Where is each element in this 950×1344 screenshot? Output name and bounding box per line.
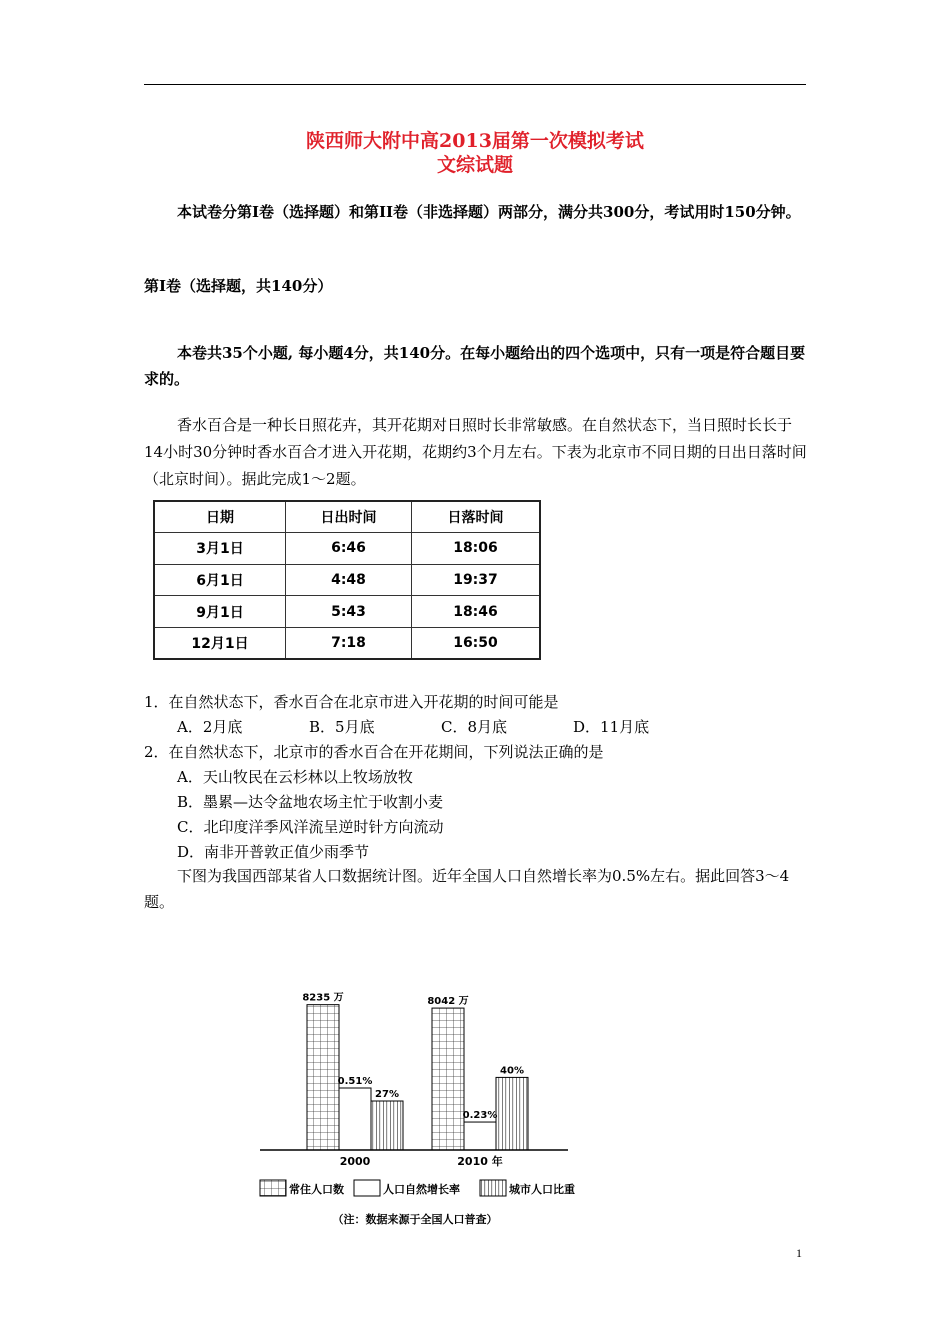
table-row	[154, 627, 540, 659]
question-1-options	[177, 715, 705, 740]
population-bar-chart	[250, 985, 590, 1235]
bar-data-label: 8235 万	[302, 992, 344, 1004]
exam-subtitle: 文综试题	[436, 154, 513, 176]
q2-option-a: A．天山牧民在云杉林以上牧场放牧	[177, 768, 413, 786]
exam-title: 陕西师大附中高2013届第一次模拟考试	[306, 130, 644, 152]
bar-data-label: 8042 万	[427, 996, 469, 1008]
table-cell: 6月1日	[154, 564, 286, 596]
section-title: 第Ⅰ卷（选择题，共140分）	[144, 277, 333, 295]
table-cell: 19:37	[412, 564, 541, 596]
legend-label: 人口自然增长率	[383, 1183, 460, 1196]
table-cell: 5:43	[286, 596, 412, 628]
x-tick-labels	[340, 1154, 503, 1168]
legend-swatch	[260, 1180, 286, 1196]
bar-3-2	[496, 1077, 528, 1150]
legend-swatch	[354, 1180, 380, 1196]
question-1-stem: 1．在自然状态下，香水百合在北京市进入开花期的时间可能是	[144, 693, 559, 711]
page-number: 1	[796, 1246, 802, 1260]
q1-option-b: B．5月底	[309, 718, 375, 736]
legend-label: 常住人口数	[289, 1183, 344, 1196]
chart-note: （注：数据来源于全国人口普查）	[332, 1213, 498, 1226]
header-rule	[144, 84, 806, 85]
table-header-cell: 日期	[154, 501, 286, 533]
table-cell: 9月1日	[154, 596, 286, 628]
table-cell: 16:50	[412, 627, 541, 659]
table-cell: 7:18	[286, 627, 412, 659]
bar-data-label: 0.23%	[462, 1110, 498, 1122]
q2-option-c: C．北印度洋季风洋流呈逆时针方向流动	[177, 818, 444, 836]
passage-2: 下图为我国西部某省人口数据统计图。近年全国人口自然增长率为0.5%左右。据此回答3～4题。	[144, 867, 790, 911]
table-cell: 12月1日	[154, 627, 286, 659]
legend-swatch	[480, 1180, 506, 1196]
table-header-cell: 日落时间	[412, 501, 541, 533]
q2-option-d: D．南非开普敦正值少雨季节	[177, 843, 370, 861]
table-header-row	[154, 501, 540, 533]
table-cell: 18:46	[412, 596, 541, 628]
bar-2-1	[339, 1088, 371, 1150]
q1-option-d: D．11月底	[573, 718, 650, 736]
question-2-stem: 2．在自然状态下，北京市的香水百合在开花期间，下列说法正确的是	[144, 743, 604, 761]
table-cell: 18:06	[412, 533, 541, 565]
table-row	[154, 564, 540, 596]
bar-data-label: 27%	[375, 1089, 399, 1100]
table-row	[154, 596, 540, 628]
table-cell: 3月1日	[154, 533, 286, 565]
bar-data-label: 0.51%	[337, 1076, 373, 1087]
bar-1-2	[432, 1008, 464, 1150]
q1-option-a: A．2月底	[177, 718, 243, 736]
legend-label: 城市人口比重	[509, 1183, 575, 1196]
table-cell: 6:46	[286, 533, 412, 565]
x-tick-label: 2010 年	[457, 1155, 503, 1168]
bar-3-1	[371, 1101, 403, 1150]
table-row	[154, 533, 540, 565]
chart-legend	[260, 1180, 575, 1196]
q2-option-b: B．墨累—达令盆地农场主忙于收割小麦	[177, 793, 444, 811]
sunrise-sunset-table	[153, 500, 541, 660]
bar-1-1	[307, 1005, 339, 1150]
bar-2-2	[464, 1122, 496, 1150]
q1-option-c: C．8月底	[441, 718, 508, 736]
section-note: 本卷共35个小题, 每小题4分，共140分。在每小题给出的四个选项中，只有一项是符合题目要求的。	[144, 344, 806, 388]
table-cell: 4:48	[286, 564, 412, 596]
table-header-cell: 日出时间	[286, 501, 412, 533]
x-tick-label: 2000	[339, 1155, 371, 1168]
intro-paragraph: 本试卷分第Ⅰ卷（选择题）和第II卷（非选择题）两部分，满分共300分，考试用时150分钟。	[177, 203, 801, 221]
passage-1: 香水百合是一种长日照花卉，其开花期对日照时长非常敏感。在自然状态下，当日照时长长于14小时30分钟时香水百合才进入开花期，花期约3个月左右。下表为北京市不同日期的日出日落时间（北京时间）。据此完成1～2题。	[144, 416, 807, 488]
bar-data-label: 40%	[500, 1065, 524, 1077]
